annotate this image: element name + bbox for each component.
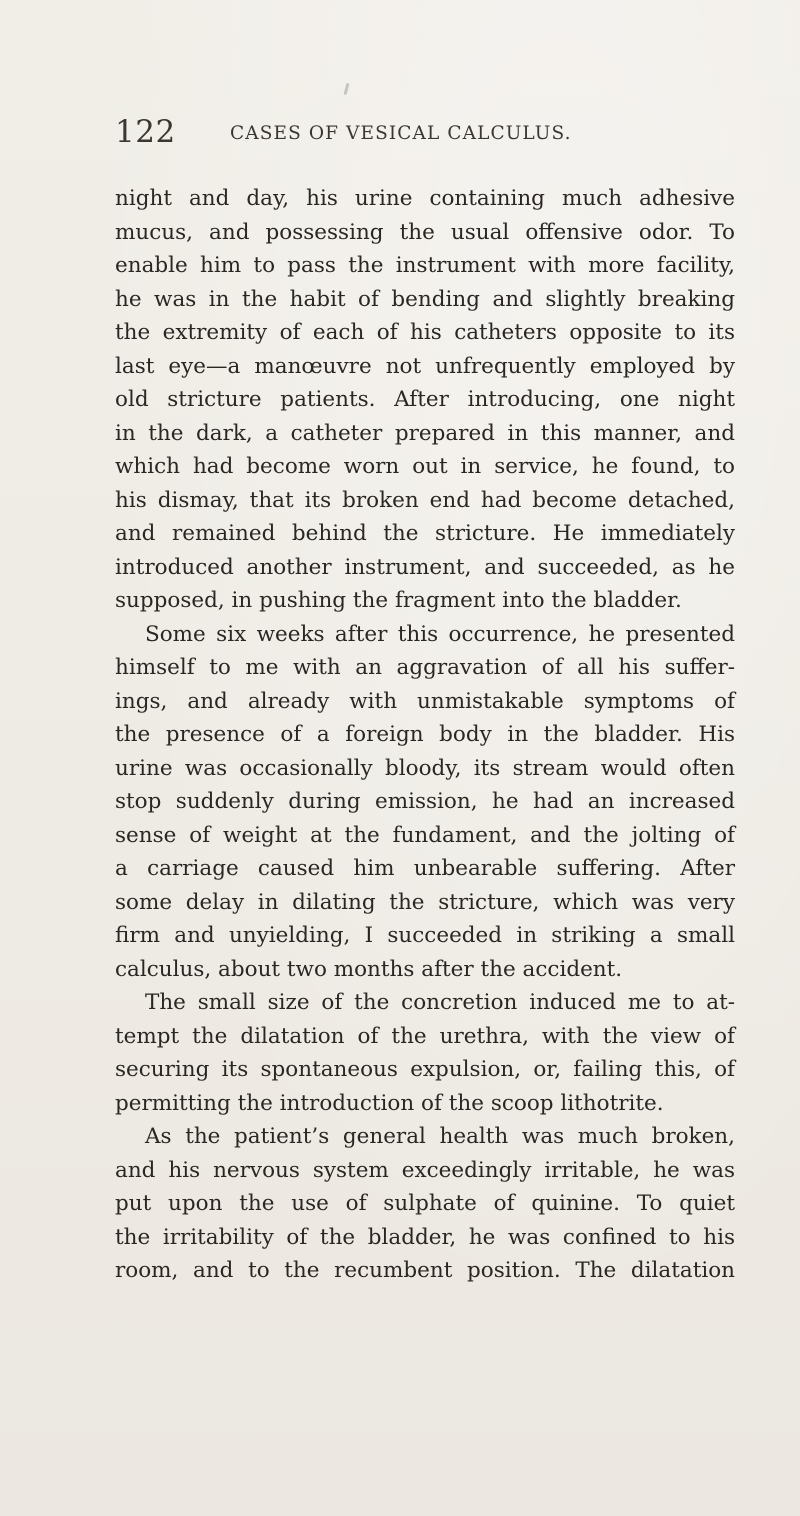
text-line: the presence of a foreign body in the bladder. His [115, 722, 735, 747]
text-line: which had become worn out in service, he found, to [115, 454, 735, 479]
text-line: sense of weight at the fundament, and the jolting of [115, 822, 735, 848]
text-line: mucus, and possessing the usual offensive odor. To [115, 219, 735, 245]
text-line: put upon the use of sulphate of quinine. To quiet [115, 1191, 735, 1216]
paper-speck [343, 83, 349, 95]
text-line: room, and to the recumbent position. The dilatation [115, 1258, 735, 1283]
text-line: in the dark, a catheter prepared in this manner, and [115, 420, 735, 446]
page-header [115, 112, 735, 152]
text-line: and remained behind the stricture. He immediately [115, 521, 735, 546]
text-line: securing its spontaneous expulsion, or, failing this, of [115, 1057, 735, 1082]
text-line: stop suddenly during emission, he had an increased [115, 789, 735, 814]
text-line: firm and unyielding, I succeeded in striking a small [115, 923, 735, 948]
text-line: the irritability of the bladder, he was confined to his [115, 1224, 735, 1250]
body-text [115, 182, 735, 1288]
page-number: 122 [115, 114, 176, 150]
text-line: last eye—a manœuvre not unfrequently employed by [115, 353, 735, 379]
text-line: As the patient’s general health was much broken, [145, 1124, 735, 1149]
text-line: night and day, his urine containing much adhesive [115, 186, 735, 211]
text-line: a carriage caused him unbearable suffering. After [115, 856, 735, 881]
text-line: some delay in dilating the stricture, which was very [115, 889, 735, 915]
text-line: his dismay, that its broken end had become detached, [115, 487, 735, 513]
text-line: urine was occasionally bloody, its stream would often [115, 755, 735, 781]
text-line: permitting the introduction of the scoop lithotrite. [115, 1090, 664, 1116]
text-line: ings, and already with unmistakable symptoms of [115, 688, 735, 714]
text-line: himself to me with an aggravation of all his suffer- [115, 655, 735, 680]
text-line: tempt the dilatation of the urethra, with the view of [115, 1023, 735, 1049]
text-line: Some six weeks after this occurrence, he presented [145, 621, 735, 647]
text-line: The small size of the concretion induced me to at- [145, 990, 735, 1015]
running-head: CASES OF VESICAL CALCULUS. [230, 123, 572, 144]
text-line: introduced another instrument, and succeeded, as he [115, 554, 735, 580]
text-line: supposed, in pushing the fragment into the bladder. [115, 588, 682, 613]
text-line: the extremity of each of his catheters opposite to its [115, 320, 735, 345]
text-line: old stricture patients. After introducing, one night [115, 387, 735, 412]
text-line: calculus, about two months after the accident. [115, 956, 623, 982]
text-line: enable him to pass the instrument with more facility, [115, 253, 735, 278]
text-line: and his nervous system exceedingly irritable, he was [115, 1157, 735, 1183]
text-line: he was in the habit of bending and slightly breaking [115, 286, 735, 312]
